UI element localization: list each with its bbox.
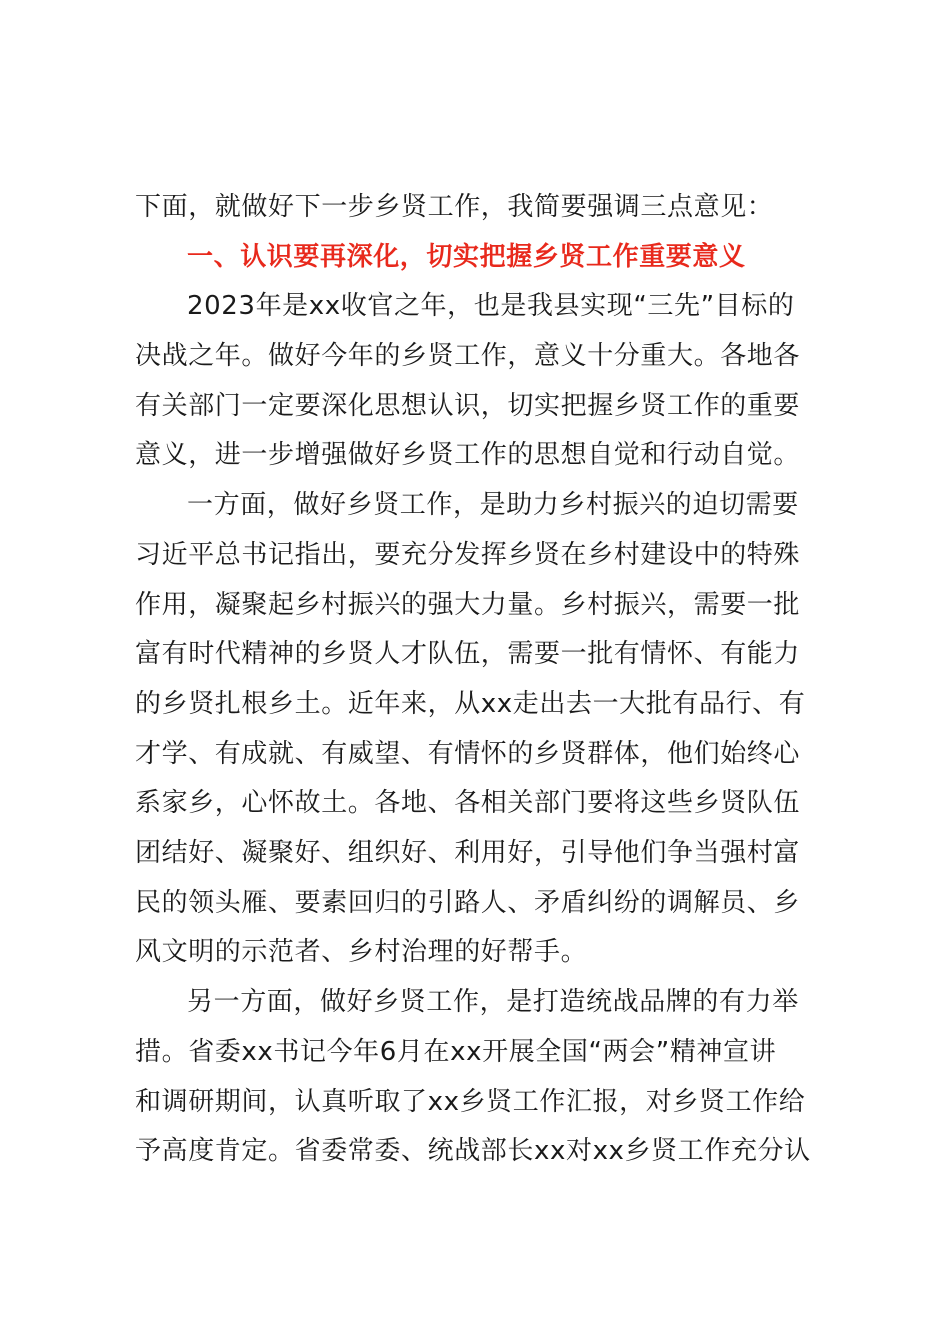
body-line: 另一方面，做好乡贤工作，是打造统战品牌的有力举 [187,987,799,1017]
body-line: 决战之年。做好今年的乡贤工作，意义十分重大。各地各 [135,341,801,371]
body-line: 团结好、凝聚好、组织好、利用好，引导他们争当强村富 [135,838,801,868]
body-line: 系家乡，心怀故土。各地、各相关部门要将这些乡贤队伍 [135,788,801,818]
body-line: 习近平总书记指出，要充分发挥乡贤在乡村建设中的特殊 [135,540,801,570]
body-line: 富有时代精神的乡贤人才队伍，需要一批有情怀、有能力 [135,639,801,669]
body-line: 作用，凝聚起乡村振兴的强大力量。乡村振兴，需要一批 [135,590,801,620]
body-line: 措。省委xx书记今年6月在xx开展全国“两会”精神宣讲 [135,1037,777,1067]
body-line: 意义，进一步增强做好乡贤工作的思想自觉和行动自觉。 [135,440,801,470]
section-heading: 一、认识要再深化，切实把握乡贤工作重要意义 [187,242,746,272]
intro-line: 下面，就做好下一步乡贤工作，我简要强调三点意见： [135,192,774,222]
body-line: 有关部门一定要深化思想认识，切实把握乡贤工作的重要 [135,391,801,421]
body-line: 风文明的示范者、乡村治理的好帮手。 [135,937,588,967]
body-line: 和调研期间，认真听取了xx乡贤工作汇报，对乡贤工作给 [135,1087,806,1117]
body-line: 的乡贤扎根乡土。近年来，从xx走出去一大批有品行、有 [135,689,806,719]
body-line: 予高度肯定。省委常委、统战部长xx对xx乡贤工作充分认 [135,1136,811,1166]
body-line: 一方面，做好乡贤工作，是助力乡村振兴的迫切需要 [187,490,799,520]
body-line: 才学、有成就、有威望、有情怀的乡贤群体，他们始终心 [135,739,801,769]
body-line: 民的领头雁、要素回归的引路人、矛盾纠纷的调解员、乡 [135,888,801,918]
body-line: 2023年是xx收官之年，也是我县实现“三先”目标的 [187,291,795,321]
